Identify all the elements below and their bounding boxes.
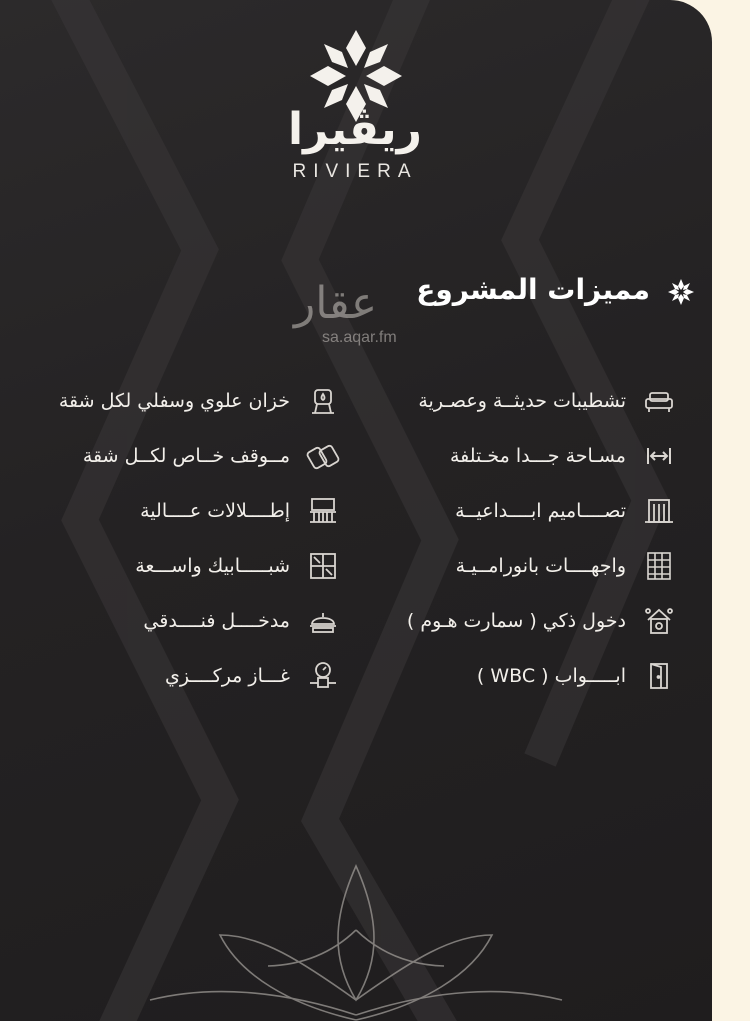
sofa-icon [642, 384, 676, 418]
feature-label: تصــــاميم ابــــداعيــة [455, 500, 626, 522]
window-icon [306, 549, 340, 583]
feature-parking [83, 436, 340, 476]
feature-label: دخول ذكي ( سمارت هـوم ) [406, 610, 626, 632]
feature-label: مسـاحة جـــدا مخـتلفة [449, 445, 626, 467]
feature-smart-home [407, 601, 676, 641]
section-title: مميزات المشروع [416, 273, 650, 306]
feature-designs [455, 491, 676, 531]
feature-finishes [418, 381, 676, 421]
feature-hotel-entrance [143, 601, 340, 641]
feature-water-tank [59, 381, 340, 421]
feature-label: مدخــــل فنــــدقي [143, 610, 290, 632]
facade-icon [642, 549, 676, 583]
feature-label: تشطيبات حديثــة وعصـرية [418, 390, 626, 412]
feature-label: واجهــــات بانورامــيـة [455, 555, 626, 577]
expand-arrows-icon [642, 439, 676, 473]
feature-label: مــوقف خــاص لكــل شقة [82, 445, 290, 467]
feature-windows [135, 546, 340, 586]
feature-label: خزان علوي وسفلي لكل شقة [58, 390, 290, 412]
water-tank-icon [306, 384, 340, 418]
watermark-url: sa.aqar.fm [322, 329, 397, 346]
feature-central-gas [165, 656, 340, 696]
feature-views [140, 491, 340, 531]
feature-label: شبـــــابيك واســـعة [135, 555, 290, 577]
feature-facades [456, 546, 676, 586]
feature-label: إطــــلالات عــــالية [140, 500, 290, 522]
balcony-icon [306, 494, 340, 528]
building-icon [642, 494, 676, 528]
hotel-entrance-icon [306, 604, 340, 638]
feature-label: ابـــــواب ( WBC ) [476, 665, 626, 687]
feature-area [450, 436, 676, 476]
door-icon [642, 659, 676, 693]
feature-doors [477, 656, 676, 696]
smart-home-icon [642, 604, 676, 638]
gas-meter-icon [306, 659, 340, 693]
logo-arabic-text: ريڤيرا [288, 104, 422, 155]
parking-icon [306, 439, 340, 473]
sparkle-icon [666, 277, 696, 307]
feature-label: غـــاز مركــــزي [165, 665, 290, 687]
logo-latin-text: RIVIERA [292, 161, 418, 182]
watermark-main: عقار [294, 278, 378, 329]
